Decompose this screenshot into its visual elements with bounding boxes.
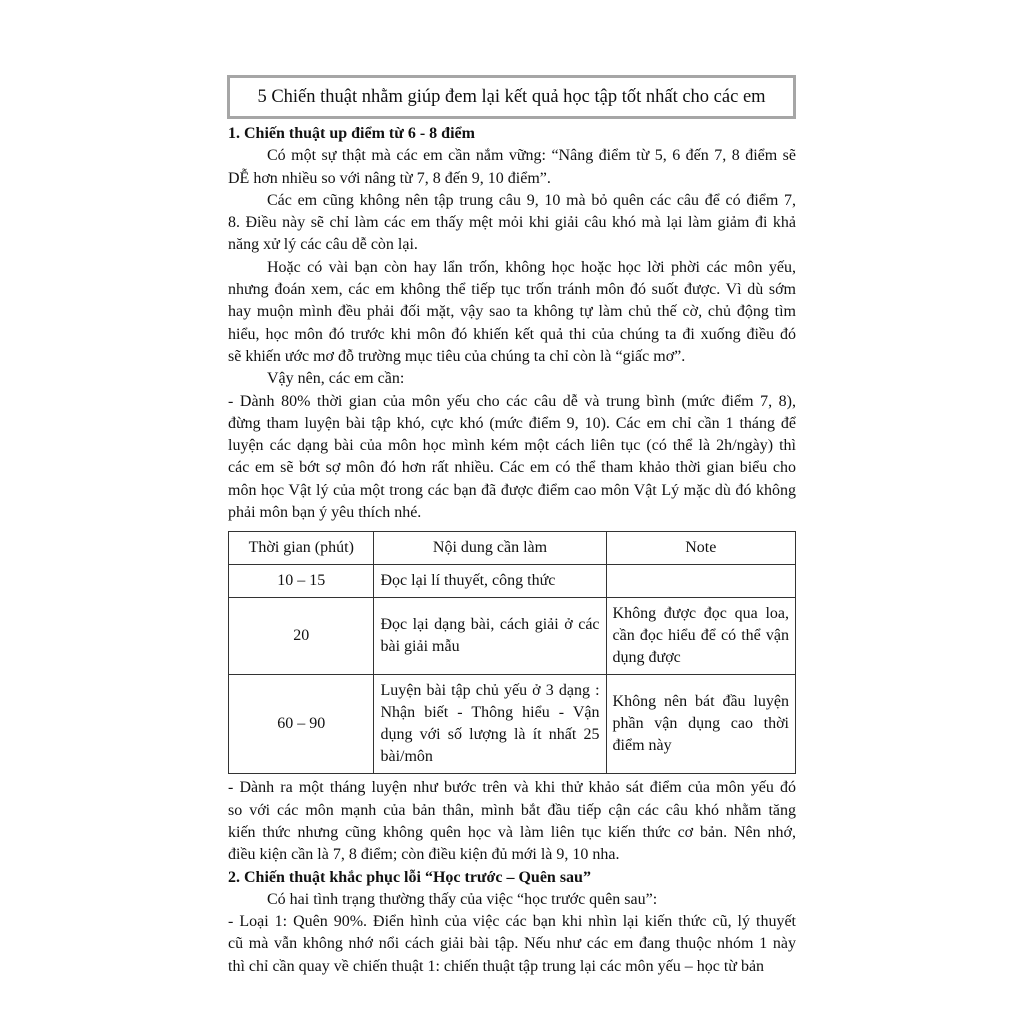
text-line: 1. Chiến thuật up điểm từ 6 - 8 điểm <box>228 125 475 142</box>
text-line: sẽ khiến ước mơ đỗ trường mục tiêu của chúng ta chỉ còn là “giấc mơ”. <box>228 347 686 365</box>
text-line: thì chỉ cần quay về chiến thuật 1: chiến thuật tập trung lại các môn yếu – học từ bản <box>228 957 765 975</box>
text-line: kiến thức nhưng cũng không quên học và làm liên tục kiến thức cơ bản. Nên nhớ, <box>228 823 796 841</box>
text-line: điều kiện cần là 7, 8 điểm; còn điều kiện đủ mới là 9, 10 nha. <box>228 846 620 864</box>
paragraph <box>228 777 796 866</box>
text-line: các em sẽ bớt sợ môn đó hơn rất nhiều. Các em có thể tham khảo thời gian biểu cho <box>228 459 796 477</box>
section-heading <box>228 867 796 889</box>
text-line: đừng tham luyện bài tập khó, cực khó (mức điểm 9, 10). Các em chỉ cần 1 tháng để <box>228 414 796 432</box>
paragraph <box>228 145 796 190</box>
table-row <box>229 675 796 774</box>
task-cell: Đọc lại dạng bài, cách giải ở các bài giải mẫu <box>374 598 606 675</box>
text-line: phải môn bạn ý yêu thích nhé. <box>228 504 422 522</box>
text-line: Các em cũng không nên tập trung câu 9, 10 mà bỏ quên các câu để có điểm 7, <box>267 191 796 209</box>
text-line: Vậy nên, các em cần: <box>267 370 405 388</box>
column-header: Thời gian (phút) <box>229 532 374 565</box>
text-line: Có hai tình trạng thường thấy của việc “học trước quên sau”: <box>267 890 658 908</box>
paragraph <box>228 889 796 911</box>
text-line: nhưng đoán xem, các em không thể tiếp tục trốn tránh môn đó suốt được. Vì dù sớm <box>228 281 796 299</box>
section-before-table <box>228 123 796 524</box>
text-line: Có một sự thật mà các em cần nắm vững: “Nâng điểm từ 5, 6 đến 7, 8 điểm sẽ <box>267 147 796 165</box>
table-header-row <box>229 532 796 565</box>
time-cell: 10 – 15 <box>229 565 374 598</box>
paragraph <box>228 911 796 978</box>
table-row <box>229 565 796 598</box>
paragraph <box>228 257 796 368</box>
note-cell <box>606 565 795 598</box>
text-line: 2. Chiến thuật khắc phục lỗi “Học trước – Quên sau” <box>228 868 591 886</box>
time-cell: 20 <box>229 598 374 675</box>
paragraph <box>228 368 796 390</box>
column-header: Nội dung cần làm <box>374 532 606 565</box>
text-line: hay muộn mình đều phải đối mặt, vậy sao ta không tự làm chủ thế cờ, chủ động tìm <box>228 303 796 321</box>
document-content <box>228 123 796 978</box>
paragraph <box>228 190 796 257</box>
section-heading <box>228 123 796 145</box>
time-cell: 60 – 90 <box>229 675 374 774</box>
task-cell: Đọc lại lí thuyết, công thức <box>374 565 606 598</box>
task-cell: Luyện bài tập chủ yếu ở 3 dạng : Nhận biết - Thông hiểu - Vận dụng với số lượng là ít nhất 25 bài/môn <box>374 675 606 774</box>
column-header: Note <box>606 532 795 565</box>
document-title: 5 Chiến thuật nhằm giúp đem lại kết quả học tập tốt nhất cho các em <box>227 75 796 119</box>
text-line: cũ mà vẫn không nhớ nổi cách giải bài tập. Nếu như các em đang thuộc nhóm 1 này <box>228 935 796 953</box>
text-line: hiểu, học môn đó trước khi môn đó khiến kết quả thi của chúng ta đi xuống điều đó <box>228 325 796 343</box>
text-line: 8. Điều này sẽ chỉ làm các em thấy mệt mỏi khi giải câu khó mà lại làm giảm đi khả <box>228 214 796 232</box>
text-line: DỄ hơn nhiều so với nâng từ 7, 8 đến 9, 10 điểm”. <box>228 169 551 187</box>
text-line: Hoặc có vài bạn còn hay lẩn trốn, không học hoặc học lời phời các môn yếu, <box>267 258 796 276</box>
text-line: - Loại 1: Quên 90%. Điển hình của việc các bạn khi nhìn lại kiến thức cũ, lý thuyết <box>228 913 796 931</box>
text-line: - Dành ra một tháng luyện như bước trên và khi thử khảo sát điểm của môn yếu đó <box>228 779 796 797</box>
text-line: luyện các dạng bài của môn học mình kém một cách liên tục (có thể là 2h/ngày) thì <box>228 437 796 455</box>
table-row <box>229 598 796 675</box>
note-cell: Không được đọc qua loa, cần đọc hiểu để có thể vận dụng được <box>606 598 795 675</box>
note-cell: Không nên bát đầu luyện phần vận dụng cao thời điểm này <box>606 675 795 774</box>
text-line: so với các môn mạnh của bản thân, mình bắt đầu tiếp cận các câu khó nhằm tăng <box>228 801 796 819</box>
section-after-table <box>228 777 796 978</box>
study-schedule-table <box>228 531 796 774</box>
document-page <box>228 75 796 978</box>
paragraph <box>228 391 796 525</box>
text-line: môn học Vật lý của một trong các bạn đã được điểm cao môn Vật Lý mặc dù đó không <box>228 481 796 499</box>
text-line: - Dành 80% thời gian của môn yếu cho các câu dễ và trung bình (mức điểm 7, 8), <box>228 392 796 410</box>
text-line: năng xử lý các câu dễ còn lại. <box>228 236 418 254</box>
